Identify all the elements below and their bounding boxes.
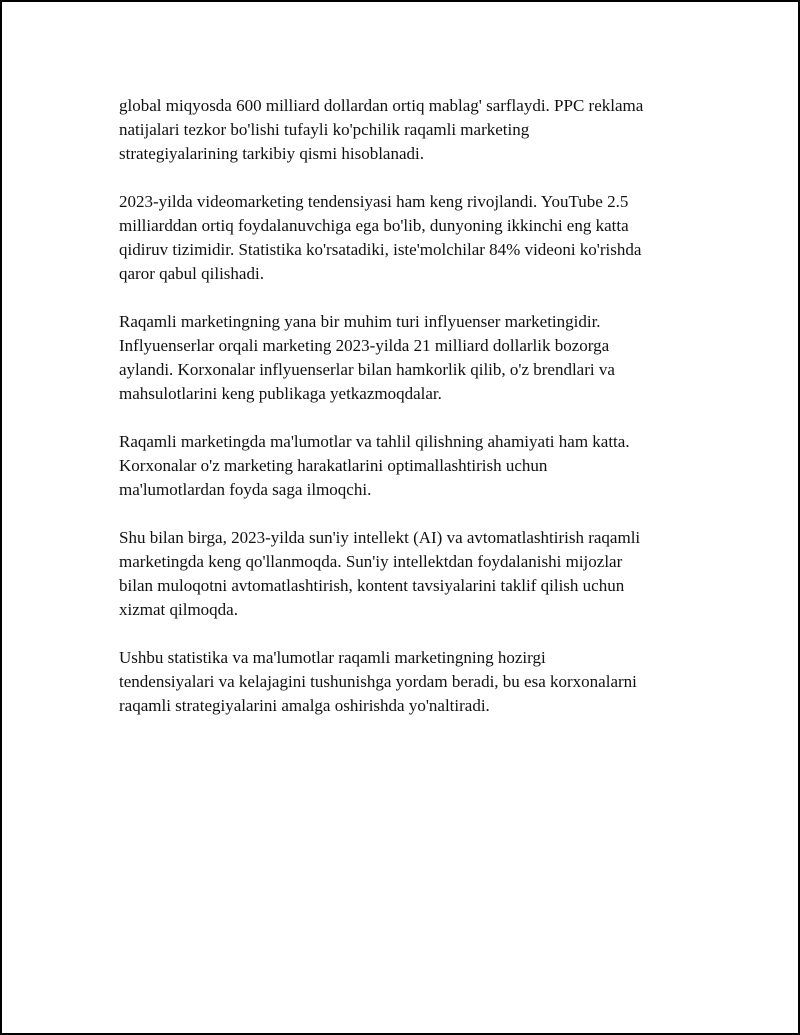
text-line: natijalari tezkor bo'lishi tufayli ko'pchilik raqamli marketing (119, 120, 530, 139)
text-line: milliarddan ortiq foydalanuvchiga ega bo'lib, dunyoning ikkinchi eng katta (119, 216, 629, 235)
text-line: Raqamli marketingda ma'lumotlar va tahlil qilishning ahamiyati ham katta. (119, 432, 630, 451)
text-line: 2023-yilda videomarketing tendensiyasi ham keng rivojlandi. YouTube 2.5 (119, 192, 629, 211)
text-line: xizmat qilmoqda. (119, 600, 238, 619)
text-line: Inflyuenserlar orqali marketing 2023-yilda 21 milliard dollarlik bozorga (119, 336, 610, 355)
text-line: marketingda keng qo'llanmoqda. Sun'iy intellektdan foydalanishi mijozlar (119, 552, 623, 571)
text-line: Shu bilan birga, 2023-yilda sun'iy intellekt (AI) va avtomatlashtirish raqamli (119, 528, 641, 547)
paragraph-video-marketing (119, 190, 699, 286)
text-line: qidiruv tizimidir. Statistika ko'rsatadiki, iste'molchilar 84% videoni ko'rishda (119, 240, 642, 259)
text-line: Raqamli marketingning yana bir muhim turi inflyuenser marketingidir. (119, 312, 601, 331)
text-line: bilan muloqotni avtomatlashtirish, kontent tavsiyalarini taklif qilish uchun (119, 576, 625, 595)
paragraph-ai-automation (119, 526, 699, 622)
paragraph-influencer-marketing (119, 310, 699, 406)
document-body (119, 94, 699, 742)
text-line: global miqyosda 600 milliard dollardan ortiq mablag' sarflaydi. PPC reklama (119, 96, 644, 115)
paragraph-conclusion (119, 646, 699, 718)
text-line: ma'lumotlardan foyda saga ilmoqchi. (119, 480, 372, 499)
text-line: aylandi. Korxonalar inflyuenserlar bilan hamkorlik qilib, o'z brendlari va (119, 360, 615, 379)
paragraph-ppc-advertising (119, 94, 699, 166)
paragraph-data-analytics (119, 430, 699, 502)
text-line: raqamli strategiyalarini amalga oshirishda yo'naltiradi. (119, 696, 490, 715)
text-line: Korxonalar o'z marketing harakatlarini optimallashtirish uchun (119, 456, 548, 475)
text-line: Ushbu statistika va ma'lumotlar raqamli marketingning hozirgi (119, 648, 546, 667)
text-line: qaror qabul qilishadi. (119, 264, 264, 283)
text-line: strategiyalarining tarkibiy qismi hisoblanadi. (119, 144, 424, 163)
text-line: tendensiyalari va kelajagini tushunishga yordam beradi, bu esa korxonalarni (119, 672, 637, 691)
text-line: mahsulotlarini keng publikaga yetkazmoqdalar. (119, 384, 442, 403)
